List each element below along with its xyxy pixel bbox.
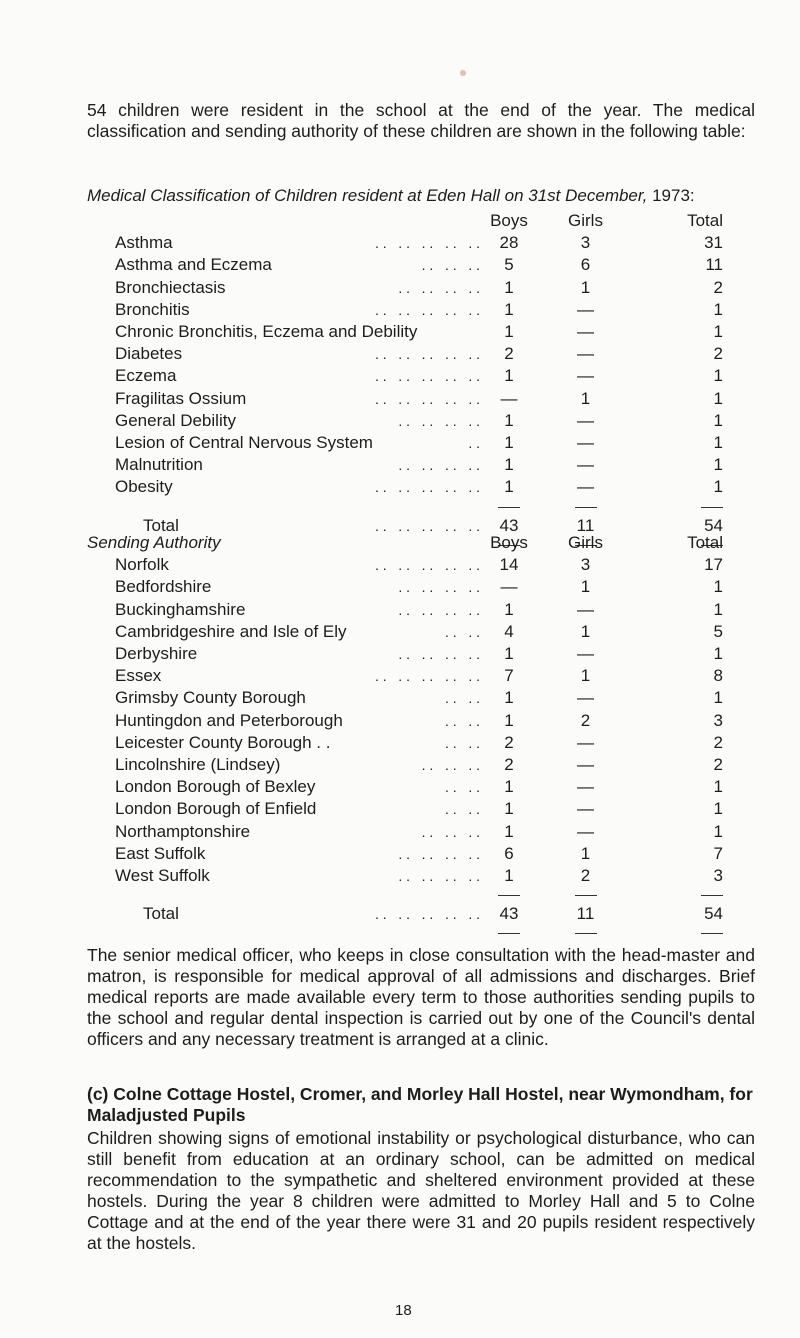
cell-boys: 43 <box>499 904 519 924</box>
row-label-cell <box>87 365 480 387</box>
cell-girls: 1 <box>580 666 591 686</box>
leader-dots: . . . . . . . . . . <box>374 301 480 318</box>
leader-dots: . . . . . . . . <box>398 646 480 663</box>
table-row <box>87 343 723 365</box>
rule-line <box>498 895 520 896</box>
table-row <box>87 254 723 276</box>
row-label-cell <box>87 277 480 299</box>
rule-line <box>575 895 597 896</box>
leader-dots: . . . . <box>444 779 480 796</box>
senior-officer-paragraph: The senior medical officer, who keeps in close consultation with the head-master and matron, is responsible for medical approval of all admissions and discharges. Brief medical reports are made available every term to those authorities sending pupils to the school and regular dental inspection is carried out by one of the Council's dental officers and any necessary treatment is arranged at a clinic. <box>87 945 755 1049</box>
table-row <box>87 821 723 843</box>
row-label: Bronchitis <box>115 299 190 319</box>
cell-girls: 1 <box>580 621 591 641</box>
cell-total: 1 <box>713 477 723 497</box>
cell-total: 8 <box>713 666 723 686</box>
cell-total: 1 <box>713 322 723 342</box>
row-label: Derbyshire <box>115 644 198 664</box>
row-label: Huntingdon and Peterborough <box>115 710 343 730</box>
rule-row <box>87 925 723 941</box>
row-label-cell <box>87 865 480 887</box>
row-label-cell <box>87 343 480 365</box>
cell-boys: 1 <box>504 599 514 619</box>
row-label: Obesity <box>115 477 173 497</box>
cell-total: 3 <box>713 710 723 730</box>
cell-total: 1 <box>713 777 723 797</box>
medical-classification-table <box>87 210 723 553</box>
leader-dots: . . . . . . . . <box>398 412 480 429</box>
cell-boys: 14 <box>499 555 519 575</box>
leader-dots: . . . . <box>444 690 480 707</box>
leader-dots: . . . . . . <box>421 257 480 274</box>
sending-authority-table <box>87 532 723 941</box>
cell-girls: 11 <box>576 904 595 924</box>
row-label-cell <box>87 254 480 276</box>
cell-total: 11 <box>705 255 723 275</box>
cell-boys: 1 <box>504 322 514 342</box>
cell-total: 1 <box>713 410 723 430</box>
leader-dots: . . . . . . . . . . <box>374 906 480 923</box>
row-label-cell <box>87 903 480 925</box>
cell-boys: 5 <box>504 255 514 275</box>
intro-paragraph: 54 children were resident in the school at the end of the year. The medical classification and sending authority of these children are shown in the following table: <box>87 100 755 141</box>
table-row <box>87 299 723 321</box>
leader-dots: . . . . . . <box>421 823 480 840</box>
table-header-row <box>87 532 723 554</box>
cell-total: 3 <box>713 866 723 886</box>
table-row <box>87 454 723 476</box>
cell-total: 2 <box>713 755 723 775</box>
col-total-header: Total <box>687 533 723 552</box>
cell-total: 1 <box>713 388 723 408</box>
table-row <box>87 365 723 387</box>
cell-total: 1 <box>713 455 723 475</box>
cell-girls: — <box>577 410 594 430</box>
cell-boys: 1 <box>504 866 514 886</box>
table-row <box>87 576 723 598</box>
row-label: East Suffolk <box>115 843 206 863</box>
cell-girls: — <box>577 688 594 708</box>
leader-dots: . . . . . . . . <box>398 601 480 618</box>
cell-girls: — <box>577 322 594 342</box>
table-row <box>87 432 723 454</box>
cell-total: 2 <box>713 277 723 297</box>
cell-boys: 1 <box>504 410 514 430</box>
cell-boys: 1 <box>504 455 514 475</box>
leader-dots: . . . . . . . . . . <box>374 346 480 363</box>
row-label: Buckinghamshire <box>115 599 246 619</box>
col-total-header: Total <box>687 211 723 230</box>
row-label: Northamptonshire <box>115 821 251 841</box>
cell-total: 1 <box>713 433 723 453</box>
row-label: Lesion of Central Nervous System <box>115 433 373 453</box>
cell-boys: 1 <box>504 799 514 819</box>
cell-boys: 1 <box>504 433 514 453</box>
leader-dots: . . . . . . . . <box>398 579 480 596</box>
leader-dots: . . . . . . . . . . <box>374 235 480 252</box>
cell-girls: 6 <box>580 255 591 275</box>
rule-line <box>498 933 520 934</box>
row-label: Bedfordshire <box>115 577 212 597</box>
medical-table-caption <box>87 186 695 206</box>
row-label: Eczema <box>115 366 177 386</box>
leader-dots: . . . . . . . . <box>398 279 480 296</box>
row-label: Malnutrition <box>115 455 203 475</box>
leader-dots: . . . . . . . . <box>398 457 480 474</box>
row-label-cell <box>87 599 480 621</box>
cell-girls: — <box>577 644 594 664</box>
cell-total: 1 <box>713 644 723 664</box>
cell-boys: 1 <box>504 710 514 730</box>
cell-boys: 2 <box>504 732 514 752</box>
row-label-cell <box>87 687 480 709</box>
table-row <box>87 554 723 576</box>
hostels-paragraph: Children showing signs of emotional instability or psychological disturbance, who can still benefit from education at an ordinary school, can be admitted on medical recommendation to the sympathetic and sheltered environment provided at these hostels. During the year 8 children were admitted to Morley Hall and 5 to Colne Cottage and at the end of the year there were 31 and 20 pupils resident respectively at the hostels. <box>87 1128 755 1253</box>
row-label: Asthma and Eczema <box>115 255 272 275</box>
table-header-row <box>87 210 723 232</box>
page-speck <box>460 70 466 76</box>
row-label: London Borough of Enfield <box>115 799 317 819</box>
cell-girls: 11 <box>576 515 595 535</box>
table-row <box>87 643 723 665</box>
row-label: Asthma <box>115 233 173 253</box>
leader-dots: . . . . <box>444 712 480 729</box>
table-row <box>87 843 723 865</box>
row-label: London Borough of Bexley <box>115 777 316 797</box>
cell-total: 54 <box>704 515 723 535</box>
table-row <box>87 476 723 498</box>
cell-girls: — <box>577 599 594 619</box>
cell-boys: 1 <box>504 477 514 497</box>
row-label: Leicester County Borough . . <box>115 732 331 752</box>
cell-total: 54 <box>704 904 723 924</box>
row-label-cell <box>87 665 480 687</box>
total-row <box>87 903 723 925</box>
caption-text: Medical Classification of Children resident at Eden Hall on 31st December, <box>87 186 648 205</box>
cell-girls: — <box>577 732 594 752</box>
row-label: Chronic Bronchitis, Eczema and Debility <box>115 322 418 342</box>
table-row <box>87 776 723 798</box>
cell-total: 1 <box>713 599 723 619</box>
row-label-cell <box>87 410 480 432</box>
leader-dots: . . . . <box>444 623 480 640</box>
cell-total: 17 <box>704 555 723 575</box>
leader-dots: . . . . <box>444 734 480 751</box>
table-row <box>87 388 723 410</box>
cell-girls: 2 <box>580 866 591 886</box>
cell-boys: 28 <box>499 233 519 253</box>
table-row <box>87 865 723 887</box>
row-label: Essex <box>115 666 162 686</box>
cell-girls: — <box>577 799 594 819</box>
cell-boys: 2 <box>504 344 514 364</box>
row-label: Total <box>143 515 179 535</box>
table-row <box>87 665 723 687</box>
cell-total: 1 <box>713 688 723 708</box>
row-label-cell <box>87 432 480 454</box>
row-label-cell <box>87 798 480 820</box>
row-label-cell <box>87 643 480 665</box>
cell-girls: 1 <box>580 577 591 597</box>
row-label-cell <box>87 821 480 843</box>
row-label-cell <box>87 388 480 410</box>
caption-year: 1973: <box>652 186 695 205</box>
row-label-cell <box>87 299 480 321</box>
leader-dots: . . . . . . . . <box>398 845 480 862</box>
page-number: 18 <box>395 1302 412 1319</box>
row-label: Norfolk <box>115 555 169 575</box>
cell-boys: 1 <box>504 688 514 708</box>
cell-boys: 1 <box>504 821 514 841</box>
leader-dots: . . . . . . . . . . <box>374 479 480 496</box>
rule-row <box>87 887 723 903</box>
row-label-cell <box>87 621 480 643</box>
row-label-cell <box>87 576 480 598</box>
leader-dots: . . . . . . . . . . <box>374 517 480 534</box>
table-row <box>87 321 723 343</box>
cell-girls: — <box>577 755 594 775</box>
table-row <box>87 232 723 254</box>
leader-dots: . . . . . . . . . . <box>374 668 480 685</box>
cell-girls: — <box>577 366 594 386</box>
rule-line <box>575 507 597 508</box>
row-label: Lincolnshire (Lindsey) <box>115 755 281 775</box>
cell-girls: 1 <box>580 388 591 408</box>
row-label-cell <box>87 776 480 798</box>
cell-total: 1 <box>713 577 723 597</box>
row-label-cell <box>87 754 480 776</box>
row-label-cell <box>87 554 480 576</box>
table-row <box>87 687 723 709</box>
leader-dots: . . . . . . <box>421 757 480 774</box>
cell-girls: 1 <box>580 277 591 297</box>
table-row <box>87 798 723 820</box>
row-label-cell <box>87 321 480 343</box>
table-row <box>87 621 723 643</box>
col-boys-header: Boys <box>490 533 528 552</box>
cell-total: 5 <box>713 621 723 641</box>
cell-total: 7 <box>713 843 723 863</box>
table-row <box>87 410 723 432</box>
row-label: Total <box>143 904 179 924</box>
leader-dots: . . . . . . . . . . <box>374 557 480 574</box>
cell-girls: — <box>577 477 594 497</box>
cell-total: 1 <box>713 799 723 819</box>
leader-dots: . . . . <box>444 801 480 818</box>
row-label: Cambridgeshire and Isle of Ely <box>115 621 347 641</box>
cell-boys: 1 <box>504 777 514 797</box>
cell-girls: 1 <box>580 843 591 863</box>
row-label-cell <box>87 732 480 754</box>
cell-boys: 1 <box>504 366 514 386</box>
cell-boys: 7 <box>504 666 514 686</box>
cell-boys: 1 <box>504 277 514 297</box>
col-girls-header: Girls <box>568 533 603 552</box>
row-label-cell <box>87 710 480 732</box>
row-label-cell <box>87 843 480 865</box>
sending-authority-heading: Sending Authority <box>87 533 221 552</box>
row-label: West Suffolk <box>115 866 210 886</box>
leader-dots: . . . . . . . . <box>398 868 480 885</box>
row-label: Diabetes <box>115 344 183 364</box>
cell-boys: 43 <box>499 515 519 535</box>
cell-girls: 3 <box>580 233 591 253</box>
row-label: Fragilitas Ossium <box>115 388 247 408</box>
row-label: General Debility <box>115 410 236 430</box>
cell-boys: 4 <box>504 621 514 641</box>
leader-dots: . . . . . . . . . . <box>374 390 480 407</box>
cell-total: 1 <box>713 299 723 319</box>
col-boys-header: Boys <box>490 211 528 230</box>
cell-girls: — <box>577 344 594 364</box>
cell-boys: 6 <box>504 843 514 863</box>
col-girls-header: Girls <box>568 211 603 230</box>
cell-girls: — <box>577 821 594 841</box>
cell-girls: 2 <box>580 710 591 730</box>
cell-total: 2 <box>713 732 723 752</box>
rule-line <box>701 507 723 508</box>
cell-boys: — <box>500 388 518 408</box>
rule-line <box>575 933 597 934</box>
row-label: Bronchiectasis <box>115 277 226 297</box>
leader-dots: . . <box>468 435 480 452</box>
leader-dots: . . . . . . . . . . <box>374 368 480 385</box>
table-row <box>87 710 723 732</box>
table-row <box>87 599 723 621</box>
cell-total: 31 <box>704 233 723 253</box>
table-row <box>87 732 723 754</box>
rule-line <box>701 895 723 896</box>
table-row <box>87 754 723 776</box>
cell-total: 2 <box>713 344 723 364</box>
row-label-cell <box>87 454 480 476</box>
section-heading: (c) Colne Cottage Hostel, Cromer, and Morley Hall Hostel, near Wymondham, for Maladjusted Pupils <box>87 1084 753 1125</box>
cell-girls: — <box>577 777 594 797</box>
cell-boys: 1 <box>504 299 514 319</box>
row-label-cell <box>87 232 480 254</box>
cell-girls: — <box>577 455 594 475</box>
cell-boys: — <box>500 577 518 597</box>
table-row <box>87 277 723 299</box>
cell-girls: — <box>577 433 594 453</box>
cell-total: 1 <box>713 821 723 841</box>
cell-girls: — <box>577 299 594 319</box>
rule-line <box>701 933 723 934</box>
row-label: Grimsby County Borough <box>115 688 306 708</box>
cell-girls: 3 <box>580 555 591 575</box>
rule-line <box>498 507 520 508</box>
cell-total: 1 <box>713 366 723 386</box>
cell-boys: 2 <box>504 755 514 775</box>
cell-boys: 1 <box>504 644 514 664</box>
row-label-cell <box>87 476 480 498</box>
rule-row <box>87 499 723 515</box>
